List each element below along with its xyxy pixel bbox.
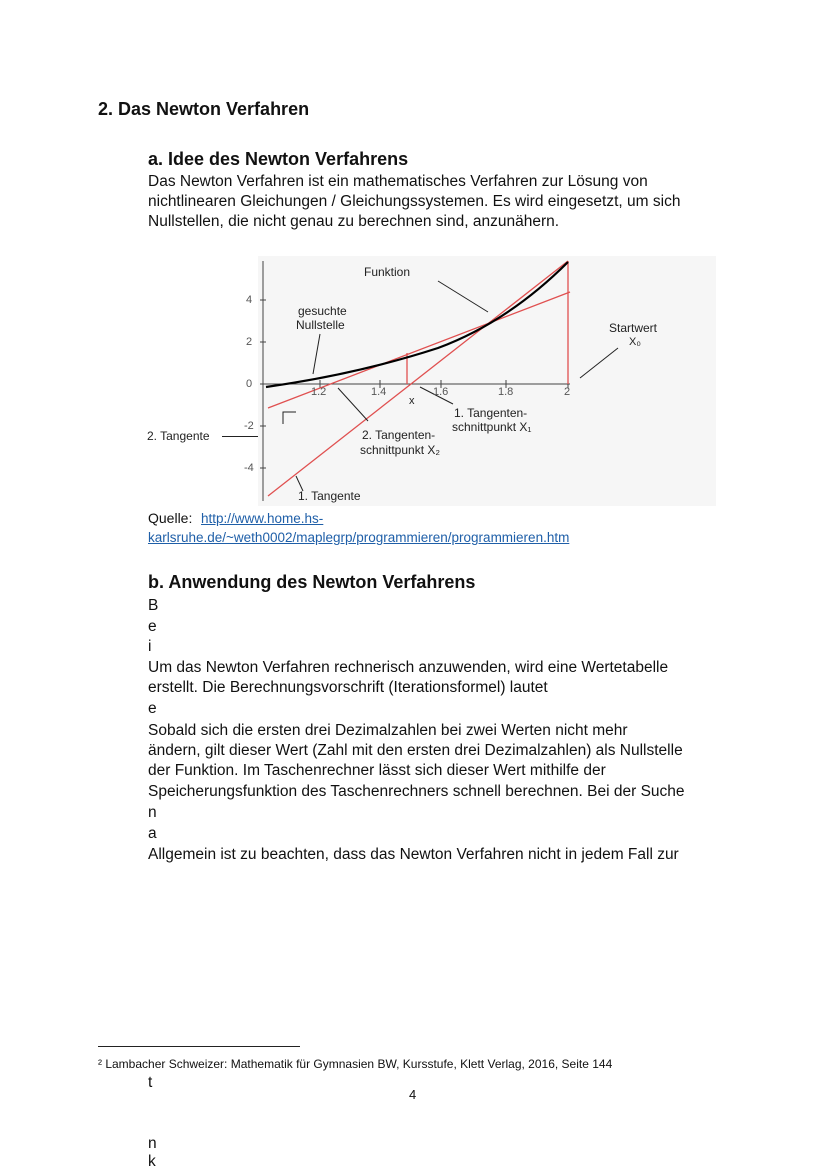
label-startwert: Startwert (609, 321, 658, 335)
column-char: i (148, 638, 152, 655)
source-link-part1[interactable]: http://www.home.hs- (201, 511, 324, 526)
paragraph-b1-line-1: Um das Newton Verfahren rechnerisch anzuwenden, wird eine Wertetabelle (148, 659, 669, 676)
label-tangente2: 2. Tangente (147, 429, 210, 443)
label-schnitt1-b: schnittpunkt X₁ (452, 420, 532, 434)
arrow-nullstelle (313, 334, 320, 374)
x-tick-label: 2 (564, 386, 571, 398)
x-tick-label: 1.8 (498, 386, 514, 398)
column-char-t: t (148, 1074, 153, 1091)
x-tick-label: 1.4 (371, 386, 387, 398)
label-schnitt1-a: 1. Tangenten- (454, 406, 528, 420)
column-char-k: k (148, 1153, 156, 1170)
arrow-funktion (438, 281, 488, 312)
label-x0: X₀ (629, 336, 641, 348)
label-x: x (409, 395, 415, 407)
paragraph-b2-line-1: Sobald sich die ersten drei Dezimalzahlen bei zwei Werten nicht mehr (148, 722, 628, 739)
footnote: ² Lambacher Schweizer: Mathematik für Gymnasien BW, Kursstufe, Klett Verlag, 2016, Seite 144 (98, 1057, 613, 1071)
y-tick-label: 4 (246, 294, 253, 306)
paragraph-a-line-2: nichtlinearen Gleichungen / Gleichungssystemen. Es wird eingesetzt, um sich (148, 193, 681, 210)
source-label: Quelle: (148, 510, 193, 526)
y-tick-label: -2 (244, 420, 254, 432)
paragraph-b2-line-4: Speicherungsfunktion des Taschenrechners schnell berechnen. Bei der Suche (148, 783, 685, 800)
column-char-n: n (148, 804, 157, 821)
label-schnitt2-b: schnittpunkt X₂ (360, 443, 441, 457)
x-tick-label: 1.6 (433, 386, 449, 398)
label-gesuchte: gesuchte (298, 304, 347, 318)
label-tangente1: 1. Tangente (298, 489, 361, 503)
paragraph-b3-line-1: Allgemein ist zu beachten, dass das Newton Verfahren nicht in jedem Fall zur (148, 846, 679, 863)
subsection-a-title: a. Idee des Newton Verfahrens (148, 149, 409, 169)
column-char-n2: n (148, 1135, 157, 1152)
newton-plot (258, 256, 716, 506)
paragraph-b1-line-2: erstellt. Die Berechnungsvorschrift (Iterationsformel) lautet (148, 679, 548, 696)
tangente2-pointer (222, 436, 258, 437)
newton-figure (244, 256, 716, 506)
arrow-tangente2 (283, 412, 296, 424)
arrow-x2 (338, 388, 368, 421)
char-column (148, 596, 158, 658)
y-tick-label: 0 (246, 378, 253, 390)
label-funktion: Funktion (364, 265, 411, 279)
column-char-a: a (148, 825, 157, 842)
y-tick-label: -4 (244, 462, 254, 474)
paragraph-a-line-1: Das Newton Verfahren ist ein mathematisches Verfahren zur Lösung von (148, 173, 648, 190)
section-title: 2. Das Newton Verfahren (98, 99, 310, 119)
column-char: e (148, 617, 157, 635)
column-char-e: e (148, 700, 157, 717)
column-char: B (148, 597, 159, 614)
garbled-char-column (148, 866, 152, 887)
subsection-b-title: b. Anwendung des Newton Verfahrens (148, 572, 476, 592)
x-tick-label: 1.2 (311, 386, 327, 398)
paragraph-b2-line-2: ändern, gilt dieser Wert (Zahl mit den ersten drei Dezimalzahlen) als Nullstelle (148, 742, 683, 759)
y-tick-label: 2 (246, 336, 253, 348)
paragraph-a-line-3: Nullstellen, die nicht genau zu berechnen sind, anzunähern. (148, 213, 560, 230)
page-number: 4 (409, 1087, 417, 1102)
arrow-startwert (580, 348, 618, 378)
source-link-part2[interactable]: karlsruhe.de/~weth0002/maplegrp/programmieren/programmieren.htm (148, 530, 570, 545)
paragraph-b2-line-3: der Funktion. Im Taschenrechner lässt sich dieser Wert mithilfe der (148, 762, 606, 779)
label-nullstelle: Nullstelle (296, 318, 345, 332)
footnote-separator (98, 1046, 300, 1047)
label-schnitt2-a: 2. Tangenten- (362, 428, 436, 442)
